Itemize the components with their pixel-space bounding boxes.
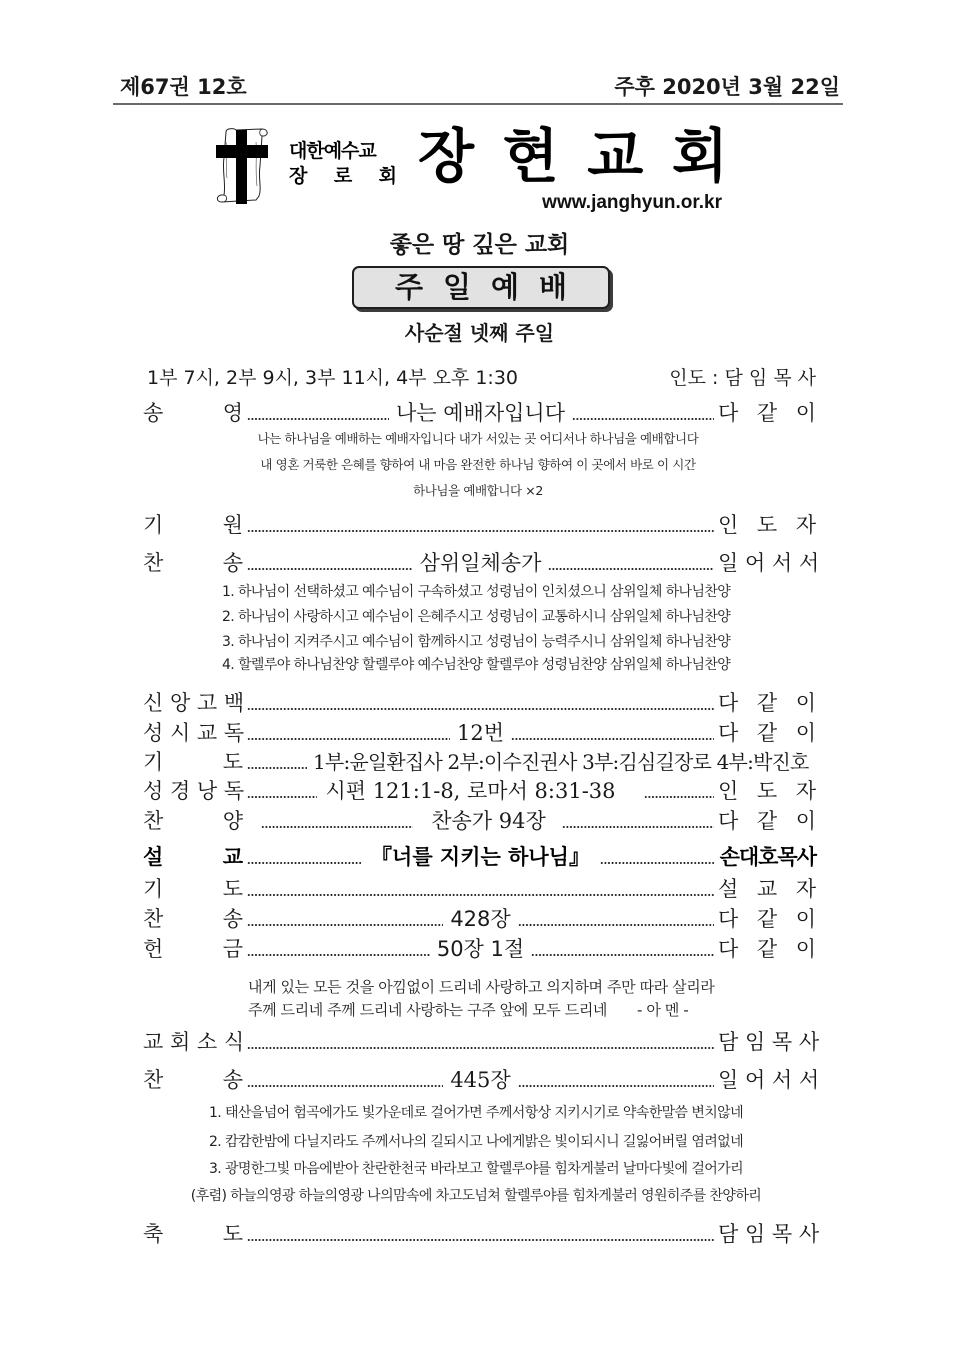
order-label: 찬 송 xyxy=(143,907,243,931)
order-label: 성 경 낭 독 xyxy=(143,779,245,803)
order-leader: 설 교 자 xyxy=(718,877,816,901)
dotted-leader xyxy=(247,510,481,540)
order-leader-line xyxy=(247,1219,714,1249)
dotted-leader xyxy=(572,398,714,428)
lyrics-line: 나는 하나님을 예배하는 예배자입니다 내가 서있는 곳 어디서나 하나님을 예배합니다 xyxy=(257,431,699,446)
dotted-leader xyxy=(600,842,714,872)
volume-issue: 제67권 12호 xyxy=(120,75,247,99)
dotted-leader xyxy=(481,1027,715,1057)
order-item: 삼위일체송가 xyxy=(419,551,542,575)
order-leader-line xyxy=(247,548,714,578)
order-row-offering xyxy=(143,934,816,964)
hymn-verse: 2. 캄캄한밤에 다닐지라도 주께서나의 길되시고 나에게밝은 빛이되시니 길잃어버릴 염려없네 xyxy=(208,1134,744,1150)
order-leader: 인 도 자 xyxy=(718,513,816,537)
order-label: 교 회 소 식 xyxy=(143,1030,245,1054)
dotted-leader xyxy=(247,688,481,718)
order-label: 찬 송 xyxy=(143,551,243,575)
order-item: 12번 xyxy=(457,721,505,745)
order-row-creed xyxy=(143,688,816,718)
dotted-leader xyxy=(247,747,307,777)
dotted-leader xyxy=(531,934,714,964)
order-row-prayer xyxy=(143,747,816,777)
order-label: 기 원 xyxy=(143,513,243,537)
dotted-leader xyxy=(247,904,443,934)
dotted-leader xyxy=(247,874,481,904)
order-leader: 다 같 이 xyxy=(718,937,816,961)
order-row-scripture xyxy=(143,776,816,806)
order-leader-line xyxy=(247,398,714,428)
order-item: 나는 예배자입니다 xyxy=(396,401,565,425)
cross-scroll-icon xyxy=(212,126,272,208)
order-leader-line xyxy=(247,874,714,904)
service-leader: 인도 : 담 임 목 사 xyxy=(669,367,816,389)
order-leader: 다 같 이 xyxy=(718,691,816,715)
order-leader: 일 어 서 서 xyxy=(718,551,820,575)
order-item: 찬송가 94장 xyxy=(431,809,546,833)
order-row-invocation xyxy=(143,510,816,540)
order-leader-line xyxy=(247,747,816,777)
order-label: 찬 양 xyxy=(143,809,243,833)
order-leader: 다 같 이 xyxy=(718,809,816,833)
dotted-leader xyxy=(481,1219,715,1249)
dotted-leader xyxy=(644,776,714,806)
order-row-hymn-2 xyxy=(143,904,816,934)
order-leader-line xyxy=(247,1027,714,1057)
order-label: 찬 송 xyxy=(143,1068,243,1092)
service-times: 1부 7시, 2부 9시, 3부 11시, 4부 오후 1:30 xyxy=(147,367,518,389)
order-row-announcements xyxy=(143,1027,820,1057)
order-item: 50장 1절 xyxy=(436,937,525,961)
hymn-verse: 2. 하나님이 사랑하시고 예수님이 은혜주시고 성령님이 교통하시니 삼위일체 하나님찬양 xyxy=(222,609,731,625)
dotted-leader xyxy=(481,688,715,718)
dotted-leader xyxy=(518,1065,714,1095)
order-leader-line xyxy=(247,934,714,964)
order-item: 1부:윤일환집사 2부:이수진권사 3부:김심길장로 4부:박진호 xyxy=(313,750,809,774)
order-label: 기 도 xyxy=(143,750,243,774)
lyrics-line: 내 영혼 거룩한 은혜를 향하여 내 마음 완전한 하나님 향하여 이 곳에서 바로 이 시간 xyxy=(260,457,696,472)
dotted-leader xyxy=(247,1065,443,1095)
order-label: 신 앙 고 백 xyxy=(143,691,245,715)
order-leader: 일 어 서 서 xyxy=(718,1068,820,1092)
hymn-verse: 1. 하나님이 선택하셨고 예수님이 구속하셨고 성령님이 인치셨으니 삼위일체 하나님찬양 xyxy=(222,584,731,600)
order-item: 445장 xyxy=(450,1068,511,1092)
order-row-hymn-3 xyxy=(143,1065,820,1095)
order-leader: 담 임 목 사 xyxy=(718,1222,820,1246)
hymn-chorus: (후렴) 하늘의영광 하늘의영광 나의맘속에 차고도넘쳐 할렐루야를 힘차게불러 영원히주를 찬양하리 xyxy=(190,1188,762,1204)
order-row-benediction xyxy=(143,1219,820,1249)
order-leader: 담 임 목 사 xyxy=(718,1030,820,1054)
order-label: 설 교 xyxy=(143,845,243,869)
order-row-prayer-after-sermon xyxy=(143,874,816,904)
order-leader-line xyxy=(261,806,714,836)
preacher-name: 손대호목사 xyxy=(719,845,816,869)
order-row-hymn-1 xyxy=(143,548,820,578)
order-leader: 다 같 이 xyxy=(718,401,816,425)
dotted-leader xyxy=(247,548,413,578)
dotted-leader xyxy=(261,806,413,836)
dotted-leader xyxy=(247,1219,481,1249)
order-leader: 인 도 자 xyxy=(718,779,816,803)
order-leader-line xyxy=(247,776,714,806)
order-row-anthem xyxy=(143,806,816,836)
dotted-leader xyxy=(481,874,715,904)
order-leader-line xyxy=(247,842,714,872)
dotted-leader xyxy=(518,904,714,934)
order-label: 축 도 xyxy=(143,1222,243,1246)
dotted-leader xyxy=(247,934,430,964)
amen-text: - 아 멘 - xyxy=(637,1001,689,1019)
hymn-verse: 1. 태산을넘어 험곡에가도 빛가운데로 걸어가면 주께서항상 지키시기로 약속한말씀 변치않네 xyxy=(208,1105,744,1121)
offering-lyrics-text: 주께 드리네 주께 드리네 사랑하는 구주 앞에 모두 드리네 xyxy=(248,1001,608,1019)
denomination-line-1: 대한예수교 xyxy=(289,140,376,162)
order-leader-line xyxy=(247,1065,714,1095)
church-motto: 좋은 땅 깊은 교회 xyxy=(389,232,570,258)
dotted-leader xyxy=(481,510,715,540)
sermon-title: 『너를 지키는 하나님』 xyxy=(371,845,590,869)
dotted-leader xyxy=(247,776,317,806)
church-name: 장 현 교 회 xyxy=(418,122,728,190)
order-row-doxology xyxy=(143,398,816,428)
denomination-line-2: 장 로 회 xyxy=(289,165,397,187)
bulletin-date: 주후 2020년 3월 22일 xyxy=(614,75,840,99)
header-divider xyxy=(113,103,843,105)
order-label: 송 영 xyxy=(143,401,243,425)
dotted-leader xyxy=(247,1027,481,1057)
dotted-leader xyxy=(562,806,714,836)
order-leader-line xyxy=(247,718,714,748)
order-leader-line xyxy=(247,904,714,934)
order-row-sermon xyxy=(143,842,816,872)
order-item: 428장 xyxy=(450,907,511,931)
service-title-box xyxy=(352,266,610,309)
liturgical-day: 사순절 넷째 주일 xyxy=(404,321,555,345)
dotted-leader xyxy=(548,548,714,578)
offering-lyrics-line: 내게 있는 모든 것을 아낌없이 드리네 사랑하고 의지하며 주만 따라 살리라 xyxy=(248,978,715,996)
order-leader: 다 같 이 xyxy=(718,721,816,745)
hymn-verse: 3. 하나님이 지켜주시고 예수님이 함께하시고 성령님이 능력주시니 삼위일체 하나님찬양 xyxy=(222,634,731,650)
hymn-verse: 3. 광명한그빛 마음에받아 찬란한천국 바라보고 할렐루야를 힘차게불러 날마다빛에 걸어가리 xyxy=(208,1161,744,1177)
offering-lyrics-line-2 xyxy=(248,1000,688,1020)
order-label: 헌 금 xyxy=(143,937,243,961)
dotted-leader xyxy=(511,718,714,748)
order-leader-line xyxy=(247,510,714,540)
service-title: 주 일 예 배 xyxy=(395,270,567,304)
order-leader: 다 같 이 xyxy=(718,907,816,931)
hymn-verse: 4. 할렐루야 하나님찬양 할렐루야 예수님찬양 할렐루야 성령님찬양 삼위일체 하나님찬양 xyxy=(222,657,731,673)
order-row-responsive-reading xyxy=(143,718,816,748)
dotted-leader xyxy=(247,718,450,748)
lyrics-line: 하나님을 예배합니다 ×2 xyxy=(413,483,543,498)
dotted-leader xyxy=(247,842,361,872)
order-item: 시편 121:1-8, 로마서 8:31-38 xyxy=(325,779,616,803)
order-leader-line xyxy=(247,688,714,718)
order-label: 기 도 xyxy=(143,877,243,901)
church-website[interactable]: www.janghyun.or.kr xyxy=(542,192,722,213)
order-label: 성 시 교 독 xyxy=(143,721,245,745)
dotted-leader xyxy=(247,398,389,428)
